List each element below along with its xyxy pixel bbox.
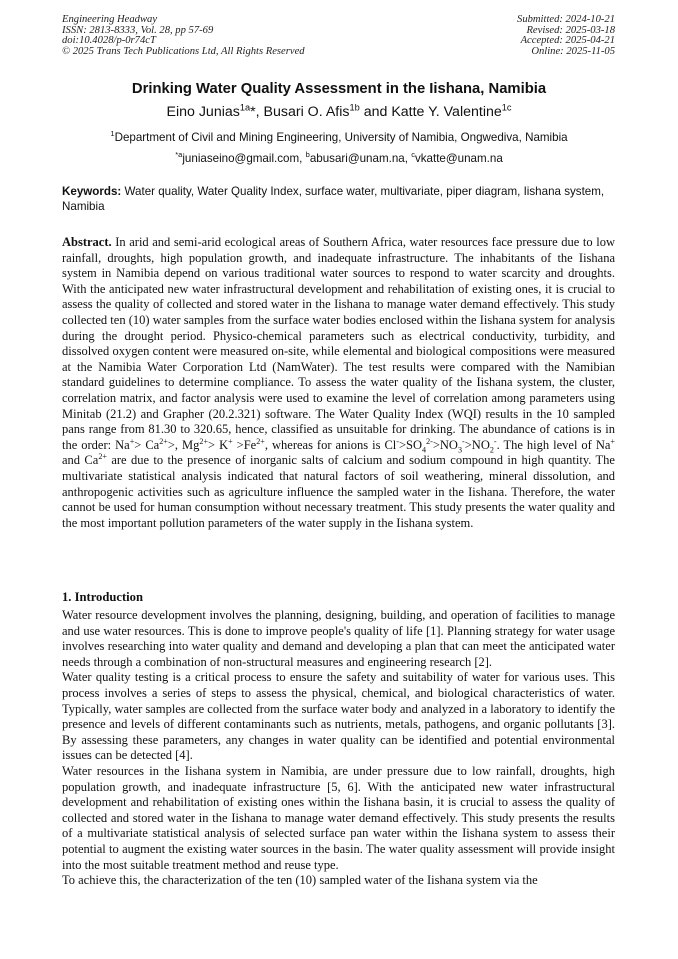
ion-charge: - <box>493 436 497 446</box>
ion-charge: + <box>610 436 615 446</box>
issn-volume: ISSN: 2813-8333, Vol. 28, pp 57-69 <box>62 24 214 36</box>
affiliation-mark: 1 <box>110 129 115 139</box>
ion-symbol: K <box>219 437 229 452</box>
affiliation-text: Department of Civil and Mining Engineering, University of Namibia, Ongwediva, Namibia <box>114 131 568 144</box>
order-separator: > <box>398 437 407 452</box>
email-separator: , <box>404 152 412 165</box>
keywords-label: Keywords: <box>62 185 122 198</box>
ion-subscript: 3 <box>457 445 463 455</box>
ion-symbol: Mg <box>182 437 200 452</box>
ion-charge: + <box>129 436 135 446</box>
revised-date: Revised: 2025-03-18 <box>526 24 615 36</box>
ion-charge: 2+ <box>256 436 265 446</box>
abstract-text: are due to the presence of inorganic salts of calcium and sodium compound in high quantity. The multivariate statistical analysis indicated that natural factors of soil weathering, mineral dissolution, and anthropogenic activities such as agriculture influence the sampled water in the Iishana. Therefore, the water cannot be used for human consumption without necessary treatment. This study presents the water quality and the most important pollution parameters of the water supply in the Iishana system. <box>62 453 615 530</box>
ion-symbol: Cl <box>384 437 397 452</box>
email-link[interactable]: abusari@unam.na <box>309 152 405 165</box>
author-name: Katte Y. Valentine <box>391 104 502 120</box>
order-separator: > <box>232 437 244 452</box>
affiliation <box>0 131 678 144</box>
author-affiliation-mark: 1c <box>501 102 512 113</box>
order-separator: >, <box>167 437 183 452</box>
copyright: © 2025 Trans Tech Publications Ltd, All Rights Reserved <box>62 45 305 57</box>
author-separator: *, <box>250 104 264 120</box>
paragraph: To achieve this, the characterization of the ten (10) sampled water of the Iishana system via the <box>62 873 538 888</box>
ion-symbol: Na <box>115 437 130 452</box>
paragraph: Water resources in the Iishana system in Namibia, are under pressure due to low rainfall, droughts, high population growth, and inadequate infrastructure [5, 6]. With the anticipated new water infrastructural development and rehabilitation of existing ones within the Iishana basin, it is crucial to assess the quality of collected and stored water in the Iishana to manage water demand effectively. This study presents the results of a multivariate statistical analysis of selected surface pan water within the Iishana system to assess their potential to augment the existing water sources in the basin. The water quality assessment will provide insight into the most suitable treatment method and reuse type. <box>62 763 615 872</box>
ion-charge: 2+ <box>199 436 209 446</box>
author-name: Eino Junias <box>166 104 240 120</box>
ion-symbol: Ca <box>145 437 160 452</box>
header-left <box>62 15 305 57</box>
email-list <box>0 152 678 165</box>
abstract <box>62 235 615 531</box>
ion-charge: 2+ <box>159 436 168 446</box>
keywords <box>62 185 615 214</box>
abstract-text: and <box>62 453 85 468</box>
ion-charge: + <box>228 436 233 446</box>
email-mark: *a <box>175 150 183 160</box>
ion-symbol: SO <box>406 437 423 452</box>
email-separator: , <box>299 152 306 165</box>
ion-charge: 2- <box>426 436 433 446</box>
order-separator: > <box>464 437 472 452</box>
order-separator: > <box>432 437 440 452</box>
abstract-text: , whereas for anions is <box>264 437 385 452</box>
ion-symbol: Ca <box>84 453 99 468</box>
section-heading-introduction: 1. Introduction <box>62 590 143 604</box>
submitted-date: Submitted: 2024-10-21 <box>517 14 615 25</box>
ion-charge: 2+ <box>98 452 107 462</box>
order-separator: > <box>208 437 220 452</box>
abstract-text: In arid and semi-arid ecological areas of Southern Africa, water resources face pressure due to low rainfall, droughts, high population growth, and inadequate infrastructure. The inhabitants of the Iishana system in Namibia depend on various traditional water sources to respond to water scarcity and droughts. With the anticipated new water infrastructural development and rehabilitation of existing ones, it is crucial to assess the quality of collected and stored water in the Iishana to manage water demand effectively. This study collected ten (10) water samples from the surface water bodies enclosed within the Iishana system for analysis during the drought period. Physico-chemical parameters such as electrical conductivity, turbidity, and dissolved oxygen content were measured on-site, while elemental and biological compositions were measured at the Namibia Water Corporation Ltd (NamWater). The test results were compared with the Namibian standard guidelines to determine compliance. To assess the water quality of the Iishana system, the cluster, correlation matrix, and factor analysis were used to examine the level of correlation among parameters using Minitab (21.2) and Grapher (20.2.321) software. The Water Quality Index (WQI) results in the 10 sampled pans range from 81.30 to 320.65, hence, classified as unsuitable for drinking. The abundance of cations is in the order: <box>62 235 615 452</box>
order-separator: > <box>134 437 146 452</box>
ion-symbol: NO <box>471 437 490 452</box>
author-affiliation-mark: 1a <box>239 102 251 113</box>
author-name: Busari O. Afis <box>263 104 350 120</box>
paper-title: Drinking Water Quality Assessment in the Iishana, Namibia <box>131 81 547 97</box>
ion-symbol: NO <box>439 437 458 452</box>
paragraph: Water quality testing is a critical process to ensure the safety and suitability of water for various uses. This process involves a series of steps to assess the physical, chemical, and biological characteristics of water. Typically, water samples are collected from the surface water body and analyzed in a laboratory to identify the presence and levels of different contaminants such as nutrients, metals, pathogens, and organic pollutants [3]. By assessing these parameters, any changes in water quality can be identified and potential environmental issues can be detected [4]. <box>62 670 615 763</box>
ion-charge: - <box>396 436 399 446</box>
ion-symbol: Fe <box>243 437 257 452</box>
author-separator: and <box>359 104 392 120</box>
ion-symbol: Na <box>595 437 611 452</box>
ion-subscript: 4 <box>422 445 427 455</box>
email-link[interactable]: vkatte@unam.na <box>414 152 503 165</box>
email-mark: c <box>411 150 415 160</box>
abstract-label: Abstract. <box>62 235 112 249</box>
header-right <box>517 15 615 57</box>
abstract-text: . The high level of <box>496 437 596 452</box>
ion-charge: - <box>462 436 465 446</box>
email-mark: b <box>305 150 310 160</box>
introduction-body <box>62 608 615 889</box>
paragraph: Water resource development involves the planning, designing, building, and operation of facilities to manage and use water resources. This is done to improve people's quality of life [1]. Planning strategy for water usage involves researching into water quality and demand and developing a plan that can meet the anticipated water needs through a combination of non-structural measures and engineering research [2]. <box>62 608 615 669</box>
ion-subscript: 2 <box>489 445 494 455</box>
author-affiliation-mark: 1b <box>349 102 360 113</box>
email-link[interactable]: juniaseino@gmail.com <box>182 152 300 165</box>
accepted-date: Accepted: 2025-04-21 <box>520 35 615 47</box>
online-date: Online: 2025-11-05 <box>531 45 615 57</box>
doi[interactable]: doi:10.4028/p-0r74cT <box>62 35 156 47</box>
author-list <box>0 104 678 120</box>
keywords-text: Water quality, Water Quality Index, surface water, multivariate, piper diagram, Iishana system, Namibia <box>62 185 605 213</box>
journal-name: Engineering Headway <box>62 14 158 25</box>
